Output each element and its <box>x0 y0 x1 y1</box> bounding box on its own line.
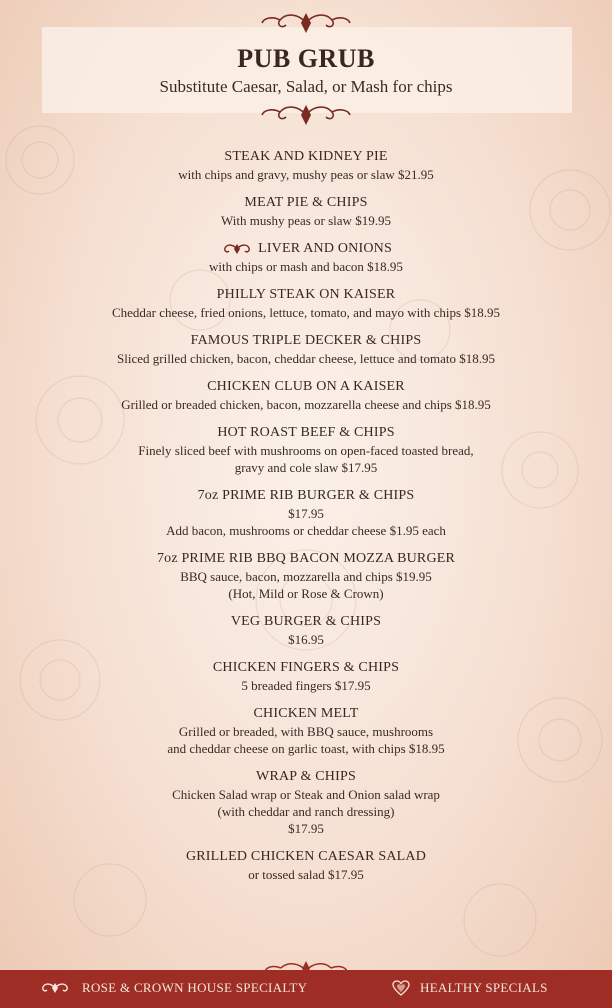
item-description: Finely sliced beef with mushrooms on open-faced toasted bread, <box>138 443 474 458</box>
item-price: $16.95 <box>288 632 324 647</box>
menu-item <box>0 659 612 694</box>
item-name: CHICKEN FINGERS & CHIPS <box>212 660 400 675</box>
menu-item <box>0 286 612 321</box>
menu-item <box>0 148 612 183</box>
item-name: 7oz PRIME RIB BURGER & CHIPS <box>197 488 415 503</box>
item-description: Chicken Salad wrap or Steak and Onion salad wrap <box>172 787 440 802</box>
menu-item <box>0 487 612 539</box>
item-description: gravy and cole slaw $17.95 <box>234 460 378 475</box>
item-name: CHICKEN CLUB ON A KAISER <box>207 379 405 394</box>
menu-item <box>0 194 612 229</box>
item-name: CHICKEN MELT <box>253 706 359 721</box>
item-name: STEAK AND KIDNEY PIE <box>224 149 388 164</box>
legend-specialty-label: ROSE & CROWN HOUSE SPECIALTY <box>82 980 308 995</box>
item-description: BBQ sauce, bacon, mozzarella and chips $19.95 <box>180 569 432 584</box>
item-name: FAMOUS TRIPLE DECKER & CHIPS <box>190 333 422 348</box>
legend-healthy-specials <box>392 980 548 996</box>
legend-healthy-label: HEALTHY SPECIALS <box>420 980 548 995</box>
item-description: 5 breaded fingers $17.95 <box>241 678 371 693</box>
menu-item <box>0 705 612 757</box>
item-description: with chips or mash and bacon $18.95 <box>209 259 403 274</box>
footer-legend-bar <box>0 970 612 1008</box>
item-description: and cheddar cheese on garlic toast, with chips $18.95 <box>167 741 445 756</box>
item-description: with chips and gravy, mushy peas or slaw $21.95 <box>178 167 434 182</box>
item-description: (with cheddar and ranch dressing) <box>217 804 395 819</box>
item-name: HOT ROAST BEEF & CHIPS <box>217 425 395 440</box>
page-title: PUB GRUB <box>237 44 375 73</box>
item-name: VEG BURGER & CHIPS <box>230 614 382 629</box>
page-subtitle: Substitute Caesar, Salad, or Mash for chips <box>159 77 453 96</box>
menu-item <box>0 613 612 648</box>
house-specialty-icon <box>38 982 72 994</box>
item-description: Sliced grilled chicken, bacon, cheddar cheese, lettuce and tomato $18.95 <box>117 351 495 366</box>
menu-item <box>0 378 612 413</box>
item-name: PHILLY STEAK ON KAISER <box>216 287 396 302</box>
item-description: With mushy peas or slaw $19.95 <box>221 213 391 228</box>
item-name: MEAT PIE & CHIPS <box>244 195 368 210</box>
house-specialty-icon <box>220 243 254 255</box>
menu-item <box>0 424 612 476</box>
flourish-ornament-icon <box>258 10 354 36</box>
heart-icon <box>392 980 410 996</box>
item-description: or tossed salad $17.95 <box>248 867 364 882</box>
item-name: 7oz PRIME RIB BBQ BACON MOZZA BURGER <box>156 551 456 566</box>
item-name: GRILLED CHICKEN CAESAR SALAD <box>185 849 427 864</box>
item-name: LIVER AND ONIONS <box>258 241 392 256</box>
item-price: $17.95 <box>288 506 324 521</box>
menu-list <box>0 148 612 894</box>
item-description: Grilled or breaded, with BBQ sauce, mushrooms <box>178 724 434 739</box>
flourish-ornament-icon <box>258 102 354 128</box>
item-description: Grilled or breaded chicken, bacon, mozzarella cheese and chips $18.95 <box>121 397 491 412</box>
menu-item <box>0 768 612 837</box>
item-description: Cheddar cheese, fried onions, lettuce, tomato, and mayo with chips $18.95 <box>111 305 501 320</box>
legend-house-specialty <box>38 980 307 996</box>
menu-item <box>0 848 612 883</box>
item-name: WRAP & CHIPS <box>256 769 356 784</box>
menu-item <box>0 550 612 602</box>
menu-item <box>0 332 612 367</box>
item-price: $17.95 <box>288 821 324 836</box>
item-description: Add bacon, mushrooms or cheddar cheese $1.95 each <box>166 523 446 538</box>
menu-item <box>0 240 612 275</box>
item-description: (Hot, Mild or Rose & Crown) <box>228 586 384 601</box>
item-name-row <box>0 240 612 258</box>
